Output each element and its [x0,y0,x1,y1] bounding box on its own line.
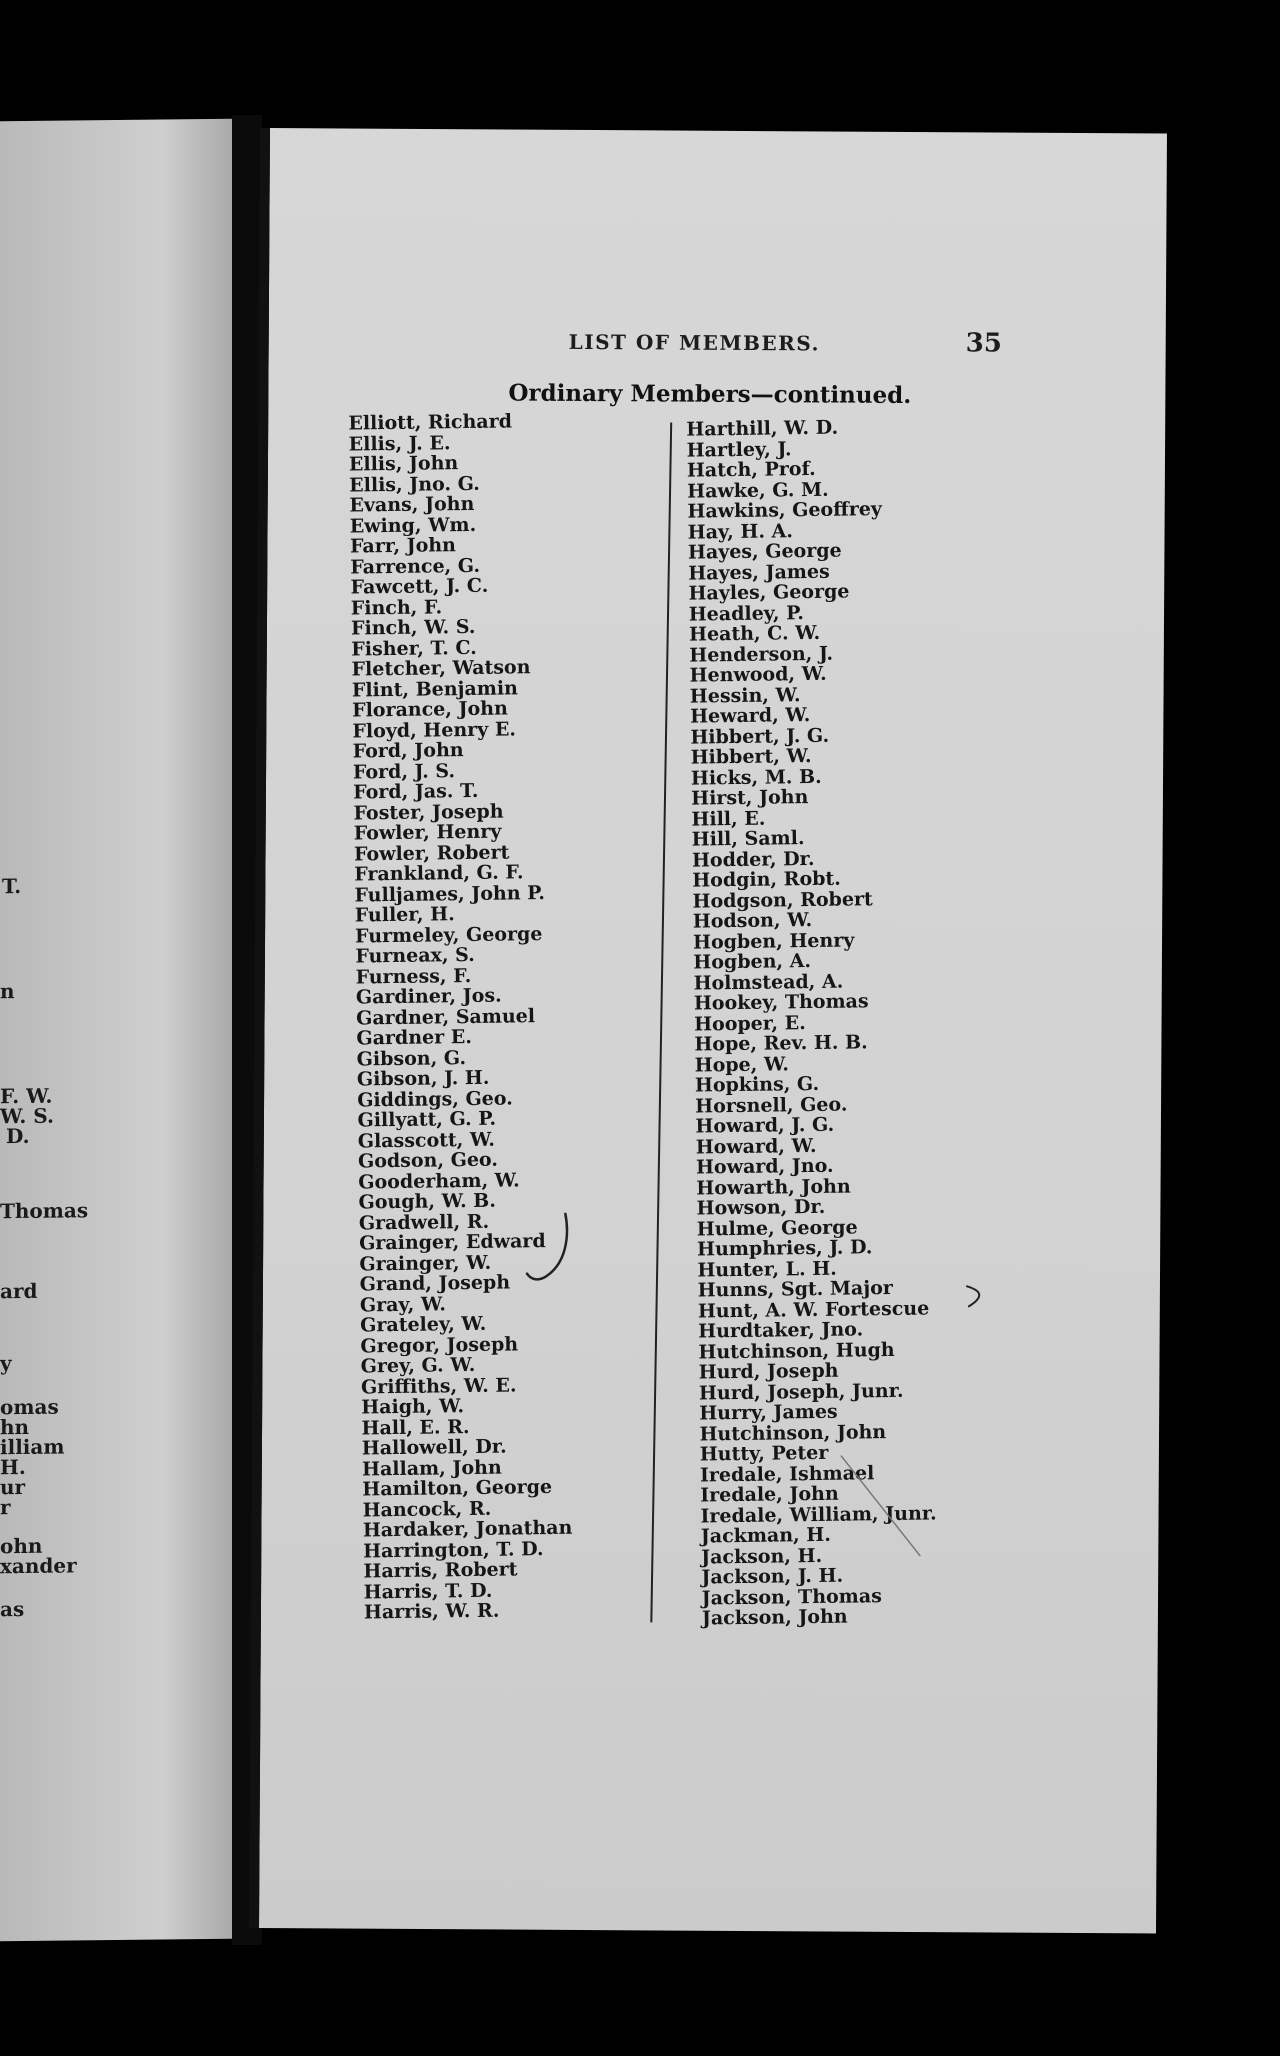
member-entry: Hodgson, Robert [692,887,873,913]
left-facing-page [0,119,232,1941]
member-entry: Hill, Saml. [691,827,805,851]
member-entry: Hunter, L. H. [697,1257,837,1282]
left-page-fragment: illiam [0,1434,65,1460]
member-entry: Hirst, John [691,786,809,810]
member-entry: Henwood, W. [689,662,827,687]
member-entry: Hibbert, J. G. [690,724,830,749]
member-list-right [686,417,938,1629]
member-entry: Hope, W. [694,1052,790,1077]
member-entry: Holmstead, A. [693,970,844,995]
member-entry: Gibson, J. H. [356,1066,490,1091]
member-entry: Foster, Joseph [353,800,504,825]
member-entry: Furness, F. [355,964,472,988]
member-entry: Hartley, J. [686,437,792,462]
member-entry: Iredale, John [700,1482,839,1507]
left-page-fragment: hn [0,1414,30,1440]
member-entry: Ewing, Wm. [349,513,477,538]
member-entry: Fawcett, J. C. [350,574,489,599]
member-entry: Hookey, Thomas [693,990,869,1015]
member-entry: Hibbert, W. [690,744,812,769]
left-page-fragment: as [0,1596,25,1622]
member-entry: Gillyatt, G. P. [357,1107,497,1132]
member-entry: Hay, H. A. [687,519,794,544]
member-entry: Ellis, J. E. [348,431,451,456]
member-entry: Hallowell, Dr. [361,1435,507,1460]
member-entry: Gardner, Samuel [356,1004,536,1029]
member-entry: Elliott, Richard [348,410,513,435]
member-entry: Hardaker, Jonathan [362,1516,573,1542]
member-entry: Horsnell, Geo. [695,1093,848,1118]
member-entry: Gardner E. [356,1025,473,1050]
member-entry: Finch, F. [350,595,443,620]
member-entry: Fowler, Henry [353,820,502,845]
member-entry: Frankland, G. F. [354,861,524,886]
member-entry: Ford, Jas. T. [353,779,479,804]
member-entry: Hurry, James [699,1400,838,1425]
member-entry: Fuller, H. [354,903,455,927]
member-entry: Grainger, W. [359,1251,492,1275]
left-page-fragment: omas [0,1394,59,1420]
member-entry: Harris, Robert [363,1558,518,1583]
left-page-fragment: T. [2,873,22,899]
member-entry: Hodder, Dr. [691,847,815,872]
member-entry: Harrington, T. D. [363,1537,544,1562]
member-entry: Gooderham, W. [358,1168,520,1193]
member-entry: Howard, W. [695,1134,817,1159]
member-entry: Hodson, W. [692,909,813,933]
member-entry: Hicks, M. B. [690,765,822,790]
member-entry: Jackson, Thomas [701,1584,882,1610]
member-entry: Hatch, Prof. [686,457,816,482]
member-entry: Ford, J. S. [352,759,456,784]
member-entry: Iredale, William, Junr. [700,1501,937,1528]
member-entry: Hallam, John [361,1456,502,1480]
left-page-fragment: W. S. [0,1103,54,1129]
member-entry: Howarth, John [696,1175,851,1200]
member-entry: Hunns, Sgt. Major [697,1276,893,1302]
member-entry: Hayes, James [688,560,830,585]
member-entry: Howson, Dr. [696,1195,826,1220]
member-entry: Grand, Joseph [359,1271,511,1296]
member-entry: Hall, E. R. [361,1415,470,1439]
member-entry: Hodgin, Robt. [692,867,842,892]
pencil-arrow-mark [963,1282,993,1312]
member-entry: Hopkins, G. [694,1072,820,1097]
member-entry: Fletcher, Watson [351,656,531,681]
member-entry: Heward, W. [689,704,811,728]
member-entry: Gregor, Joseph [360,1332,519,1357]
left-page-fragment: ohn [0,1533,43,1559]
member-entry: Howard, J. G. [695,1113,835,1138]
member-entry: Ford, John [352,739,464,763]
member-entry: Iredale, Ishmael [699,1461,875,1487]
left-page-fragment: ard [0,1278,38,1304]
member-entry: Flint, Benjamin [351,676,519,702]
member-entry: Hill, E. [691,807,766,831]
member-entry: Hogben, A. [693,950,812,974]
member-entry: Grateley, W. [360,1312,487,1337]
member-entry: Gradwell, R. [358,1210,490,1234]
member-entry: Humphries, J. D. [696,1236,873,1261]
member-entry: Hayles, George [688,580,850,605]
member-entry: Harris, T. D. [363,1579,493,1603]
member-entry: Fowler, Robert [353,840,510,866]
section-title: Ordinary Members—continued. [508,379,912,409]
member-entry: Henderson, J. [689,642,834,667]
member-entry: Grey, G. W. [360,1353,476,1378]
member-entry: Haigh, W. [361,1395,465,1419]
column-divider [650,423,672,1623]
member-entry: Jackson, J. H. [701,1564,844,1589]
left-page-fragment: D. [6,1123,30,1149]
member-entry: Hooper, E. [693,1011,806,1036]
member-entry: Griffiths, W. E. [360,1373,517,1398]
member-entry: Floyd, Henry E. [352,717,517,743]
member-entry: Harthill, W. D. [686,416,839,441]
member-entry: Hutty, Peter [699,1441,829,1466]
member-entry: Harris, W. R. [363,1599,500,1624]
left-page-fragment: ur [0,1474,26,1500]
left-page-fragment: y [0,1351,12,1376]
running-head: LIST OF MEMBERS. [568,329,821,356]
member-entry: Hutchinson, Hugh [698,1338,895,1364]
left-page-fragment: r [0,1495,11,1520]
member-entry: Hancock, R. [362,1497,492,1521]
member-entry: Hope, Rev. H. B. [694,1031,868,1056]
left-page-fragment: xander [0,1553,77,1579]
left-page-fragment: H. [0,1454,26,1480]
member-entry: Finch, W. S. [350,615,476,640]
member-entry: Gray, W. [359,1292,447,1316]
pencil-stray-line [836,1452,927,1563]
member-entry: Hamilton, George [362,1475,553,1501]
member-entry: Jackson, John [701,1605,848,1630]
member-entry: Gibson, G. [356,1046,467,1070]
member-entry: Hawke, G. M. [687,478,829,503]
page-number: 35 [965,328,1002,359]
member-entry: Furmeley, George [354,922,543,947]
member-entry: Headley, P. [688,601,805,626]
member-entry: Godson, Geo. [357,1148,499,1173]
member-entry: Farrence, G. [350,554,481,579]
member-entry: Jackman, H. [700,1523,832,1548]
member-entry: Florance, John [352,697,508,722]
member-entry: Evans, John [349,492,475,517]
member-entry: Fulljames, John P. [354,881,546,907]
member-entry: Gardiner, Jos. [355,984,502,1009]
member-entry: Fisher, T. C. [351,636,477,661]
left-page-fragment: F. W. [0,1083,53,1109]
member-entry: Hawkins, Geoffrey [687,498,883,523]
member-entry: Gough, W. B. [358,1189,497,1214]
member-entry: Howard, Jno. [695,1154,834,1179]
member-entry: Hutchinson, John [699,1420,887,1446]
member-entry: Hurdtaker, Jno. [698,1318,864,1343]
member-entry: Hogben, Henry [692,928,855,954]
member-entry: Hulme, George [696,1215,858,1241]
member-entry: Jackson, H. [700,1544,823,1569]
member-entry: Ellis, John [348,452,459,476]
member-entry: Grainger, Edward [358,1230,546,1255]
member-entry: Hayes, George [687,539,842,564]
member-entry: Glasscott, W. [357,1128,496,1152]
member-entry: Ellis, Jno. G. [349,472,480,497]
member-entry: Heath, C. W. [688,621,821,646]
member-entry: Hessin, W. [689,683,801,708]
left-page-fragment: n [0,979,15,1004]
member-entry: Hurd, Joseph, Junr. [698,1379,904,1405]
member-entry: Hurd, Joseph [698,1359,839,1384]
left-page-fragment: Thomas [0,1198,89,1224]
member-entry: Farr, John [349,534,457,558]
pencil-tick-mark [523,1210,583,1290]
member-entry: Furneax, S. [355,943,475,968]
member-entry: Giddings, Geo. [357,1086,513,1111]
book-page [249,128,1167,1934]
member-list-left [348,411,573,1623]
member-entry: Hunt, A. W. Fortescue [697,1297,930,1323]
